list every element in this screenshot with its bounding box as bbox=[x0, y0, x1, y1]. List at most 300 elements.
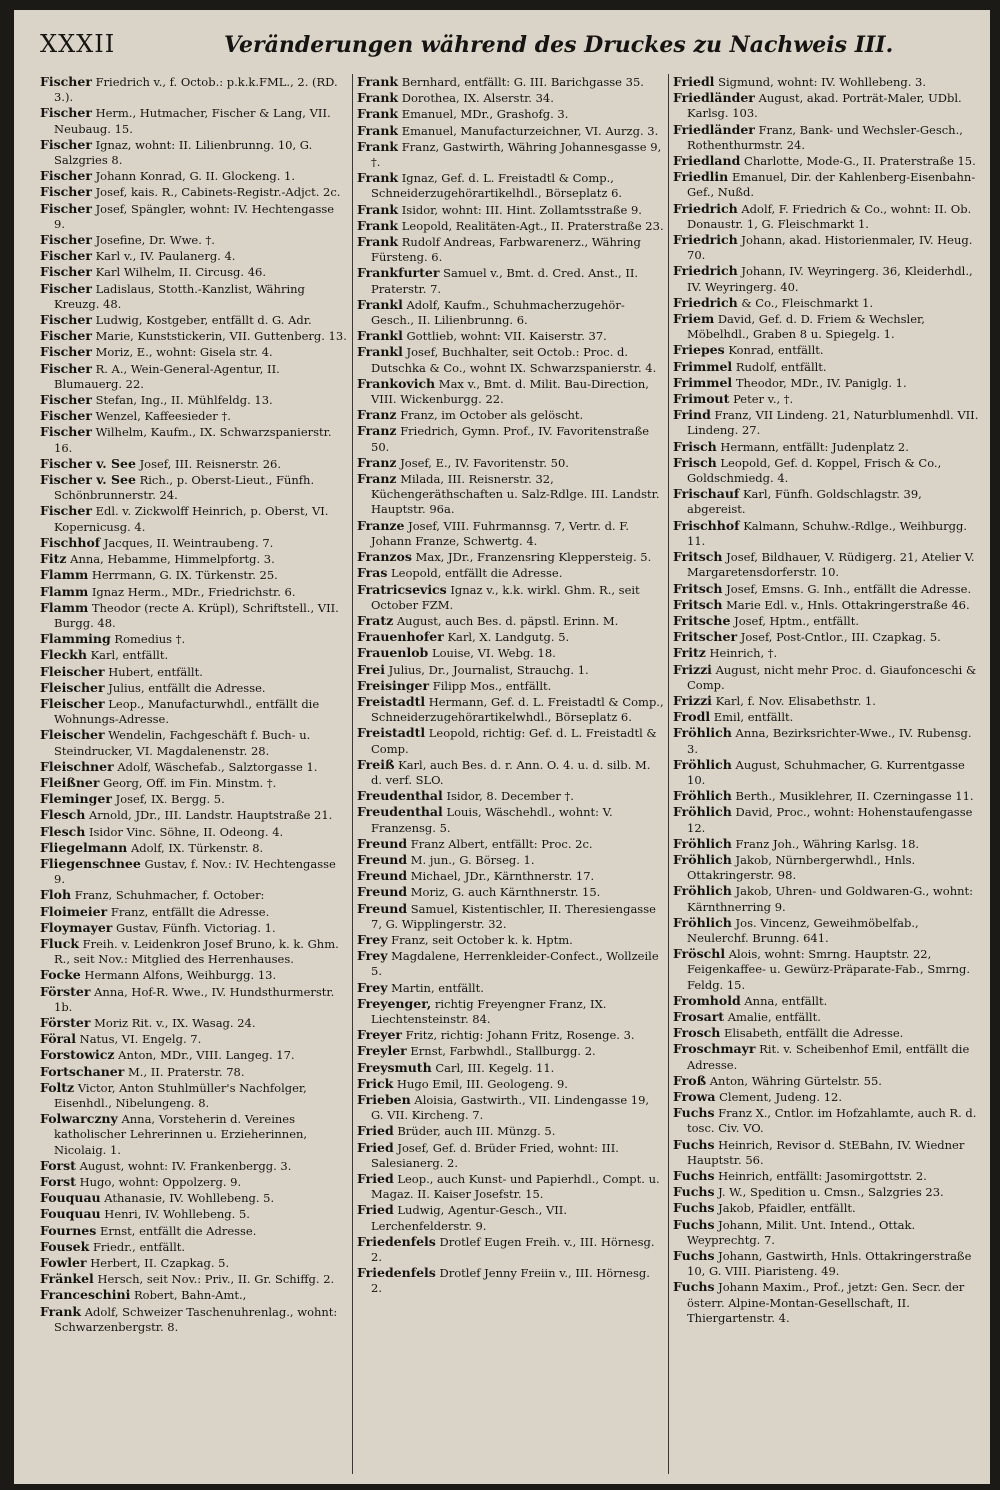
entry-surname: Fischer bbox=[40, 248, 92, 264]
directory-entry bbox=[357, 407, 664, 423]
entry-details: Josef, Post-Cntlor., III. Czapkag. 5. bbox=[740, 630, 941, 645]
directory-entry bbox=[40, 535, 348, 551]
entry-details: Adolf, IX. Türkenstr. 8. bbox=[130, 840, 264, 855]
entry-surname: Frankl bbox=[357, 344, 403, 360]
entry-surname: Fried bbox=[357, 1202, 394, 1218]
entry-surname: Frankl bbox=[357, 296, 403, 312]
directory-entry bbox=[357, 170, 664, 201]
entry-details: Franz, seit October k. k. Hptm. bbox=[391, 932, 573, 947]
entry-details: Josefine, Dr. Wwe. †. bbox=[95, 233, 215, 248]
entry-details: Hugo Emil, III. Geologeng. 9. bbox=[396, 1076, 568, 1091]
entry-surname: Fritsch bbox=[673, 596, 723, 612]
entry-details: Victor, Anton Stuhlmüller's Nachfolger, Eisenhdl., Nibelungeng. 8. bbox=[54, 1080, 307, 1110]
entry-details: Josef, Spängler, wohnt: IV. Hechtengasse 9. bbox=[54, 201, 335, 231]
directory-entry bbox=[40, 1206, 348, 1222]
directory-entry bbox=[40, 361, 348, 392]
entry-surname: Fischer bbox=[40, 136, 92, 152]
entry-surname: Flesch bbox=[40, 807, 86, 823]
directory-entry bbox=[40, 807, 348, 823]
entry-details: Ludwig, Agentur-Gesch., VII. Lerchenfelderstr. 9. bbox=[371, 1203, 567, 1233]
directory-entry bbox=[40, 137, 348, 168]
entry-surname: Froß bbox=[673, 1072, 707, 1088]
entry-surname: Fränkel bbox=[40, 1271, 94, 1287]
entry-details: Herm., Hutmacher, Fischer & Lang, VII. Neubaug. 15. bbox=[54, 106, 331, 136]
entry-details: Jos. Vincenz, Geweihmöbelfab., Neulerchf. Brunng. 641. bbox=[687, 915, 919, 945]
entry-surname: Freyer bbox=[357, 1027, 402, 1043]
entry-details: Max, JDr., Franzensring Kleppersteig. 5. bbox=[415, 550, 652, 565]
entry-surname: Froschmayr bbox=[673, 1041, 756, 1057]
directory-entry bbox=[40, 631, 348, 647]
directory-entry bbox=[357, 565, 664, 581]
column-3 bbox=[668, 74, 984, 1474]
entry-details: Leop., Manufacturwhdl., entfällt die Wohnungs-Adresse. bbox=[54, 696, 320, 727]
entry-surname: Focke bbox=[40, 967, 81, 983]
directory-entry bbox=[673, 1089, 980, 1105]
directory-entry bbox=[673, 122, 980, 153]
directory-entry bbox=[40, 184, 348, 200]
entry-surname: Fischer bbox=[40, 105, 92, 121]
entry-details: Franz X., Cntlor. im Hofzahlamte, auch R. d. tosc. Civ. VO. bbox=[687, 1106, 977, 1136]
entry-details: Louis, Wäschehdl., wohnt: V. Franzensg. 5. bbox=[371, 805, 613, 835]
directory-entry bbox=[40, 264, 348, 280]
directory-entry bbox=[673, 613, 980, 629]
directory-entry bbox=[40, 281, 348, 312]
entry-surname: Frank bbox=[357, 201, 399, 217]
directory-entry bbox=[40, 248, 348, 264]
entry-surname: Fromhold bbox=[673, 992, 741, 1008]
entry-details: Johann Konrad, G. II. Glockeng. 1. bbox=[95, 169, 296, 184]
directory-entry bbox=[40, 775, 348, 791]
entry-surname: Fouquau bbox=[40, 1206, 101, 1222]
directory-entry bbox=[673, 407, 980, 438]
entry-surname: Frauenlob bbox=[357, 645, 429, 661]
entry-details: Dorothea, IX. Alserstr. 34. bbox=[401, 91, 554, 106]
directory-entry bbox=[673, 232, 980, 263]
directory-entry bbox=[357, 948, 664, 979]
directory-entry bbox=[673, 1168, 980, 1184]
directory-entry bbox=[357, 836, 664, 852]
entry-details: Josef, Buchhalter, seit Octob.: Proc. d. Dutschka & Co., wohnt IX. Schwarzspanierstr. 4. bbox=[371, 345, 657, 375]
entry-surname: Frank bbox=[357, 234, 399, 250]
entry-surname: Frauenhofer bbox=[357, 629, 444, 645]
entry-details: Gustav, Fünfh. Victoriag. 1. bbox=[116, 920, 276, 935]
entry-details: Ernst, Farbwhdl., Stallburgg. 2. bbox=[410, 1044, 596, 1059]
directory-entry bbox=[40, 567, 348, 583]
entry-details: Isidor, 8. December †. bbox=[446, 789, 574, 804]
directory-entry bbox=[357, 74, 664, 90]
entry-surname: Franz bbox=[357, 423, 397, 439]
directory-entry bbox=[40, 1190, 348, 1206]
entry-surname: Frischauf bbox=[673, 486, 740, 502]
entry-surname: Fischer bbox=[40, 312, 92, 328]
entry-details: Karl, entfällt. bbox=[90, 648, 169, 663]
directory-entry bbox=[357, 1092, 664, 1123]
entry-details: Hermann Alfons, Weihburgg. 13. bbox=[84, 968, 277, 983]
entry-surname: Fischer bbox=[40, 344, 92, 360]
entry-surname: Franzos bbox=[357, 549, 412, 565]
entry-details: Athanasie, IV. Wohllebeng. 5. bbox=[104, 1191, 275, 1206]
entry-details: Kalmann, Schuhw.-Rdlge., Weihburgg. 11. bbox=[687, 518, 968, 548]
entry-surname: Fleischer bbox=[40, 695, 105, 711]
directory-entry bbox=[357, 582, 664, 613]
entry-surname: Frimout bbox=[673, 391, 730, 407]
directory-columns bbox=[36, 74, 986, 1474]
entry-surname: Frisch bbox=[673, 454, 717, 470]
directory-entry bbox=[357, 344, 664, 375]
entry-surname: Floymayer bbox=[40, 919, 113, 935]
entry-surname: Frankfurter bbox=[357, 265, 440, 281]
entry-details: Leopold, Realitäten-Agt., II. Praterstraße 23. bbox=[401, 218, 664, 233]
entry-surname: Flamming bbox=[40, 631, 111, 647]
directory-entry bbox=[357, 1202, 664, 1233]
entry-details: Ignaz, wohnt: II. Lilienbrunng. 10, G. Salzgries 8. bbox=[54, 137, 313, 168]
directory-entry bbox=[357, 265, 664, 296]
directory-entry bbox=[40, 920, 348, 936]
directory-entry bbox=[673, 629, 980, 645]
entry-details: August, Schuhmacher, G. Kurrentgasse 10. bbox=[687, 757, 965, 787]
entry-details: Julius, entfällt die Adresse. bbox=[108, 680, 266, 695]
directory-entry bbox=[40, 456, 348, 472]
directory-entry bbox=[673, 90, 980, 121]
entry-surname: Frimmel bbox=[673, 374, 733, 390]
entry-details: richtig Freyengner Franz, IX. Liechtensteinstr. 84. bbox=[371, 996, 607, 1026]
directory-entry bbox=[357, 613, 664, 629]
directory-entry bbox=[40, 312, 348, 328]
entry-details: Karl, Fünfh. Goldschlagstr. 39, abgereist. bbox=[687, 487, 922, 517]
entry-details: Wendelin, Fachgeschäft f. Buch- u. Steindrucker, VI. Magdalenenstr. 28. bbox=[54, 728, 311, 758]
entry-surname: Fröhlich bbox=[673, 725, 732, 741]
directory-entry bbox=[673, 1137, 980, 1168]
entry-details: Franz Albert, entfällt: Proc. 2c. bbox=[410, 836, 593, 851]
directory-entry bbox=[40, 840, 348, 856]
directory-entry bbox=[673, 597, 980, 613]
entry-details: Edl. v. Zickwolff Heinrich, p. Oberst, VI. Kopernicusg. 4. bbox=[54, 504, 329, 534]
entry-details: Emanuel, Dir. der Kahlenberg-Eisenbahn-Gef., Nußd. bbox=[687, 170, 976, 200]
entry-surname: Föral bbox=[40, 1031, 76, 1047]
entry-surname: Freiß bbox=[357, 756, 395, 772]
entry-details: Moriz, G. auch Kärnthnerstr. 15. bbox=[410, 885, 601, 900]
directory-entry bbox=[357, 1123, 664, 1139]
directory-entry bbox=[357, 518, 664, 549]
entry-surname: Frizzi bbox=[673, 661, 712, 677]
entry-surname: Friedrich bbox=[673, 200, 738, 216]
entry-surname: Freund bbox=[357, 835, 408, 851]
directory-entry bbox=[357, 678, 664, 694]
entry-details: David, Proc., wohnt: Hohenstaufengasse 12. bbox=[687, 805, 973, 835]
entry-details: Heinrich, Revisor d. StEBahn, IV. Wiedner Hauptstr. 56. bbox=[687, 1137, 965, 1167]
page-header bbox=[14, 10, 990, 72]
entry-surname: Frizzi bbox=[673, 692, 712, 708]
directory-entry bbox=[673, 915, 980, 946]
entry-surname: Friedlin bbox=[673, 169, 729, 185]
entry-details: Samuel, Kistentischler, II. Theresiengasse 7, G. Wipplingerstr. 32. bbox=[371, 901, 656, 931]
entry-details: Adolf, Wäschefab., Salztorgasse 1. bbox=[117, 759, 318, 774]
entry-surname: Friem bbox=[673, 311, 715, 327]
entry-surname: Flamm bbox=[40, 583, 89, 599]
entry-details: David, Gef. d. D. Friem & Wechsler, Möbelhdl., Graben 8 u. Spiegelg. 1. bbox=[687, 312, 925, 342]
entry-surname: Fritsch bbox=[673, 580, 723, 596]
entry-details: Martin, entfällt. bbox=[391, 980, 484, 995]
entry-surname: Fischer v. See bbox=[40, 455, 136, 471]
entry-surname: Freyenger, bbox=[357, 995, 432, 1011]
entry-details: Hubert, entfällt. bbox=[108, 664, 203, 679]
entry-details: Hersch, seit Nov.: Priv., II. Gr. Schiffg. 2. bbox=[97, 1272, 335, 1287]
directory-entry bbox=[40, 664, 348, 680]
entry-surname: Floh bbox=[40, 887, 72, 903]
entry-details: Johann, akad. Historienmaler, IV. Heug. 70. bbox=[687, 233, 973, 263]
entry-surname: Fleckh bbox=[40, 647, 87, 663]
entry-details: August, auch Bes. d. päpstl. Erinn. M. bbox=[396, 613, 619, 628]
entry-details: Heinrich, entfällt: Jasomirgottstr. 2. bbox=[718, 1169, 927, 1184]
entry-surname: Freund bbox=[357, 900, 408, 916]
directory-entry bbox=[357, 725, 664, 756]
directory-entry bbox=[357, 901, 664, 932]
entry-details: Josef, IX. Bergg. 5. bbox=[115, 792, 225, 807]
entry-surname: Frank bbox=[40, 1303, 82, 1319]
directory-entry bbox=[357, 376, 664, 407]
entry-details: Georg, Off. im Fin. Minstm. †. bbox=[103, 775, 277, 790]
entry-surname: Franz bbox=[357, 407, 397, 423]
directory-entry bbox=[673, 1025, 980, 1041]
entry-details: Herrmann, G. IX. Türkenstr. 25. bbox=[91, 568, 278, 583]
directory-entry bbox=[673, 946, 980, 993]
entry-surname: Fras bbox=[357, 565, 388, 581]
entry-details: Samuel v., Bmt. d. Cred. Anst., II. Praterstr. 7. bbox=[371, 266, 639, 296]
directory-entry bbox=[673, 645, 980, 661]
directory-entry bbox=[357, 1076, 664, 1092]
directory-entry bbox=[673, 1009, 980, 1025]
entry-surname: Fischhof bbox=[40, 534, 101, 550]
entry-details: Magdalene, Herrenkleider-Confect., Wollzeile 5. bbox=[371, 949, 659, 979]
entry-details: Franz, Bank- und Wechsler-Gesch., Rothenthurmstr. 24. bbox=[687, 122, 963, 152]
entry-details: Freih. v. Leidenkron Josef Bruno, k. k. Ghm. R., seit Nov.: Mitglied des Herrenhauses. bbox=[54, 936, 339, 967]
entry-details: Carl, III. Kegelg. 11. bbox=[435, 1060, 555, 1075]
directory-entry bbox=[40, 984, 348, 1015]
directory-entry bbox=[40, 551, 348, 567]
directory-entry bbox=[357, 90, 664, 106]
directory-entry bbox=[673, 662, 980, 693]
entry-details: Adolf, F. Friedrich & Co., wohnt: II. Ob. Donaustr. 1, G. Fleischmarkt 1. bbox=[687, 201, 972, 231]
entry-surname: Forst bbox=[40, 1174, 76, 1190]
directory-entry bbox=[40, 1015, 348, 1031]
entry-surname: Frimmel bbox=[673, 358, 733, 374]
directory-entry bbox=[40, 824, 348, 840]
entry-details: Johann Maxim., Prof., jetzt: Gen. Secr. der österr. Alpine-Montan-Gesellschaft, II. Thiergartenstr. 4. bbox=[687, 1280, 965, 1325]
entry-surname: Fröschl bbox=[673, 946, 726, 962]
entry-details: Anna, Hof-R. Wwe., IV. Hundsthurmerstr. 1b. bbox=[54, 984, 335, 1014]
entry-surname: Forst bbox=[40, 1157, 76, 1173]
entry-details: Wenzel, Kaffeesieder †. bbox=[95, 409, 231, 424]
directory-entry bbox=[357, 234, 664, 265]
entry-surname: Fischer bbox=[40, 168, 92, 184]
entry-surname: Flamm bbox=[40, 599, 89, 615]
directory-entry bbox=[357, 788, 664, 804]
directory-entry bbox=[40, 759, 348, 775]
directory-entry bbox=[673, 169, 980, 200]
entry-details: Leopold, entfällt die Adresse. bbox=[391, 566, 563, 581]
entry-surname: Frank bbox=[357, 90, 399, 106]
directory-entry bbox=[40, 74, 348, 105]
entry-surname: Foltz bbox=[40, 1079, 75, 1095]
entry-details: Milada, III. Reisnerstr. 32, Küchengeräthschaften u. Salz-Rdlge. III. Landstr. Hauptstr. 96a. bbox=[371, 472, 660, 517]
entry-surname: Fortschaner bbox=[40, 1063, 125, 1079]
entry-details: August, wohnt: IV. Frankenbergg. 3. bbox=[79, 1158, 292, 1173]
entry-surname: Fischer bbox=[40, 232, 92, 248]
directory-entry bbox=[40, 647, 348, 663]
entry-surname: Frankl bbox=[357, 328, 403, 344]
entry-details: Wilhelm, Kaufm., IX. Schwarzspanierstr. 16. bbox=[54, 425, 332, 455]
entry-surname: Frey bbox=[357, 979, 388, 995]
entry-surname: Fratricsevics bbox=[357, 581, 447, 597]
entry-surname: Fröhlich bbox=[673, 804, 732, 820]
directory-entry bbox=[357, 1265, 664, 1296]
entry-details: Aloisia, Gastwirth., VII. Lindengasse 19, G. VII. Kircheng. 7. bbox=[371, 1093, 650, 1123]
directory-entry bbox=[357, 202, 664, 218]
entry-details: Leopold, richtig: Gef. d. L. Freistadtl & Comp. bbox=[371, 726, 657, 756]
directory-entry bbox=[357, 1140, 664, 1171]
directory-entry bbox=[357, 980, 664, 996]
entry-details: Isidor, wohnt: III. Hint. Zollamtsstraße 9. bbox=[401, 202, 642, 217]
entry-surname: Fischer bbox=[40, 424, 92, 440]
entry-surname: Freyler bbox=[357, 1043, 407, 1059]
directory-entry bbox=[357, 549, 664, 565]
entry-details: Peter v., †. bbox=[733, 392, 794, 407]
entry-surname: Friedland bbox=[673, 153, 741, 169]
directory-entry bbox=[40, 1223, 348, 1239]
entry-surname: Frei bbox=[357, 661, 385, 677]
entry-surname: Friedl bbox=[673, 74, 715, 89]
entry-details: Marie, Kunststickerin, VII. Guttenberg. 13. bbox=[95, 329, 347, 344]
entry-surname: Fischer bbox=[40, 360, 92, 376]
entry-surname: Fliegenschnee bbox=[40, 855, 141, 871]
directory-entry bbox=[40, 887, 348, 903]
entry-surname: Freysmuth bbox=[357, 1059, 432, 1075]
entry-surname: Fritz bbox=[673, 645, 706, 661]
directory-entry bbox=[40, 392, 348, 408]
directory-entry bbox=[40, 105, 348, 136]
entry-surname: Frank bbox=[357, 122, 399, 138]
directory-entry bbox=[673, 201, 980, 232]
directory-entry bbox=[40, 1111, 348, 1158]
entry-details: Anna, entfällt. bbox=[744, 993, 828, 1008]
entry-details: Theodor (recte A. Krüpl), Schriftstell., VII. Burgg. 48. bbox=[54, 600, 339, 630]
directory-entry bbox=[673, 342, 980, 358]
entry-details: Julius, Dr., Journalist, Strauchg. 1. bbox=[388, 662, 589, 677]
directory-entry bbox=[673, 788, 980, 804]
entry-details: Hermann, entfällt: Judenplatz 2. bbox=[720, 439, 909, 454]
entry-details: Max v., Bmt. d. Milit. Bau-Direction, VIII. Wickenburgg. 22. bbox=[371, 376, 649, 407]
entry-details: Natus, VI. Engelg. 7. bbox=[79, 1032, 202, 1047]
directory-entry bbox=[357, 932, 664, 948]
directory-entry bbox=[40, 967, 348, 983]
directory-entry bbox=[673, 74, 980, 90]
directory-entry bbox=[673, 391, 980, 407]
directory-entry bbox=[673, 1217, 980, 1248]
directory-entry bbox=[673, 359, 980, 375]
directory-entry bbox=[40, 503, 348, 534]
directory-entry bbox=[357, 1027, 664, 1043]
entry-details: Rudolf Andreas, Farbwarenerz., Währing Fürsteng. 6. bbox=[371, 235, 641, 265]
entry-surname: Fratz bbox=[357, 612, 394, 628]
entry-details: Franz, Gastwirth, Währing Johannesgasse 9, †. bbox=[371, 139, 662, 170]
entry-surname: Fuchs bbox=[673, 1168, 715, 1184]
entry-details: M. jun., G. Börseg. 1. bbox=[410, 852, 535, 867]
entry-details: Josef, Emsns. G. Inh., entfällt die Adresse. bbox=[726, 581, 972, 596]
entry-surname: Friedländer bbox=[673, 121, 755, 137]
entry-details: Leopold, Gef. d. Koppel, Frisch & Co., Goldschmiedg. 4. bbox=[687, 455, 942, 486]
directory-entry bbox=[40, 472, 348, 503]
directory-entry bbox=[673, 852, 980, 883]
entry-details: Alois, wohnt: Smrng. Hauptstr. 22, Feigenkaffee- u. Gewürz-Präparate-Fab., Smrng. Feldg. 15. bbox=[687, 947, 971, 992]
directory-entry bbox=[357, 1234, 664, 1265]
entry-surname: Frank bbox=[357, 170, 399, 186]
entry-details: Jakob, Nürnbergerwhdl., Hnls. Ottakringerstr. 98. bbox=[687, 852, 916, 883]
entry-details: Hugo, wohnt: Oppolzerg. 9. bbox=[79, 1175, 242, 1190]
entry-surname: Frank bbox=[357, 138, 399, 154]
directory-entry bbox=[673, 1200, 980, 1216]
entry-details: Henri, IV. Wohllebeng. 5. bbox=[104, 1207, 250, 1222]
entry-details: Fritz, richtig: Johann Fritz, Rosenge. 3. bbox=[405, 1028, 635, 1043]
entry-details: Gustav, f. Nov.: IV. Hechtengasse 9. bbox=[54, 856, 336, 887]
directory-entry bbox=[40, 727, 348, 758]
directory-entry bbox=[673, 1073, 980, 1089]
entry-surname: Fleminger bbox=[40, 791, 112, 807]
entry-details: Amalie, entfällt. bbox=[727, 1009, 821, 1024]
entry-surname: Fröhlich bbox=[673, 883, 732, 899]
entry-details: Josef, kais. R., Cabinets-Registr.-Adjct. 2c. bbox=[95, 185, 341, 200]
entry-details: Emanuel, MDr., Grashofg. 3. bbox=[401, 107, 569, 122]
directory-entry bbox=[40, 1239, 348, 1255]
entry-details: Anna, Hebamme, Himmelpfortg. 3. bbox=[70, 552, 275, 567]
directory-entry bbox=[357, 996, 664, 1027]
entry-surname: Frey bbox=[357, 931, 388, 947]
entry-details: Ernst, entfällt die Adresse. bbox=[99, 1223, 257, 1238]
entry-surname: Frosart bbox=[673, 1008, 725, 1024]
directory-entry bbox=[40, 424, 348, 455]
entry-surname: Freund bbox=[357, 884, 408, 900]
entry-surname: Frank bbox=[357, 217, 399, 233]
entry-details: Ignaz, Gef. d. L. Freistadtl & Comp., Schneiderzugehörartikelhdl., Börseplatz 6. bbox=[371, 171, 623, 201]
entry-surname: Fournes bbox=[40, 1222, 97, 1238]
entry-surname: Friedenfels bbox=[357, 1233, 436, 1249]
entry-surname: Fischer bbox=[40, 184, 92, 200]
entry-details: Ludwig, Kostgeber, entfällt d. G. Adr. bbox=[95, 313, 312, 328]
directory-entry bbox=[40, 856, 348, 887]
entry-details: August, nicht mehr Proc. d. Giaufonceschi & Comp. bbox=[687, 662, 977, 692]
entry-details: Franz Joh., Währing Karlsg. 18. bbox=[735, 836, 920, 851]
entry-surname: Freund bbox=[357, 868, 408, 884]
entry-details: Emanuel, Manufacturzeichner, VI. Aurzg. 3. bbox=[401, 123, 659, 138]
directory-entry bbox=[673, 311, 980, 342]
directory-entry bbox=[673, 1279, 980, 1326]
entry-surname: Fleißner bbox=[40, 774, 100, 790]
directory-entry bbox=[673, 725, 980, 756]
directory-entry bbox=[40, 1158, 348, 1174]
entry-surname: Fluck bbox=[40, 935, 79, 951]
entry-surname: Freistadtl bbox=[357, 725, 426, 741]
entry-surname: Friepes bbox=[673, 342, 725, 358]
entry-details: Berth., Musiklehrer, II. Czerningasse 11. bbox=[735, 789, 974, 804]
entry-details: Elisabeth, entfällt die Adresse. bbox=[723, 1026, 904, 1041]
entry-details: Marie Edl. v., Hnls. Ottakringerstraße 46. bbox=[726, 597, 970, 612]
directory-entry bbox=[40, 1047, 348, 1063]
entry-details: Ladislaus, Stotth.-Kanzlist, Währing Kreuzg. 48. bbox=[54, 281, 305, 311]
entry-details: Gottlieb, wohnt: VII. Kaiserstr. 37. bbox=[406, 329, 607, 344]
directory-entry bbox=[40, 904, 348, 920]
entry-surname: Flesch bbox=[40, 823, 86, 839]
directory-entry bbox=[40, 1031, 348, 1047]
directory-entry bbox=[673, 883, 980, 914]
